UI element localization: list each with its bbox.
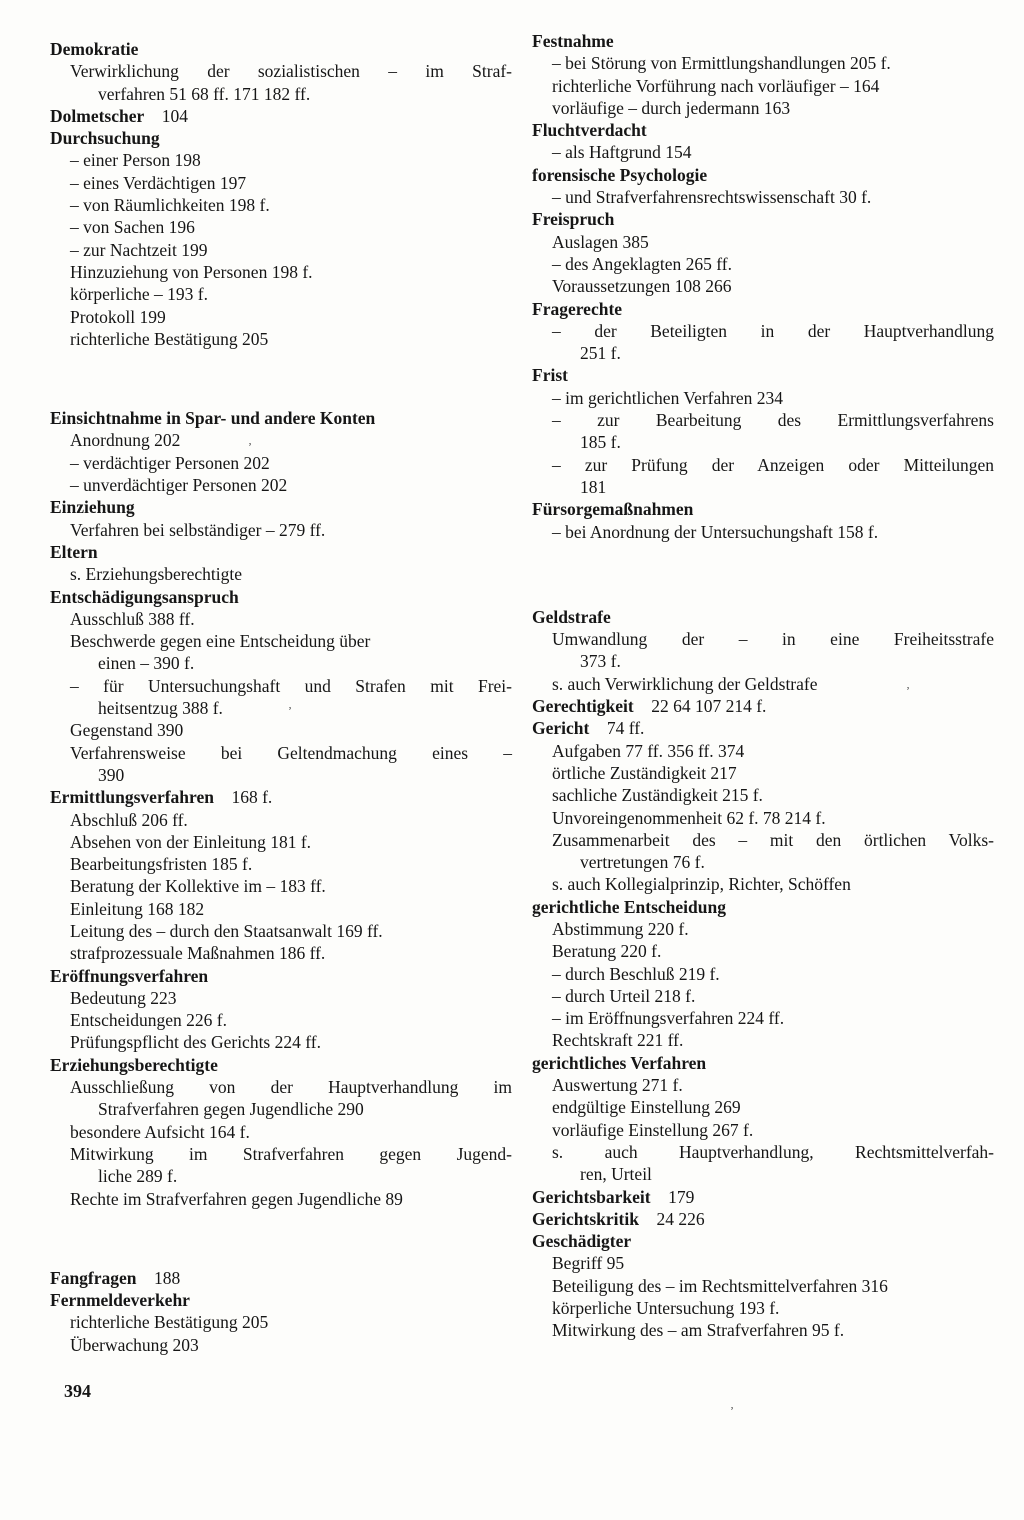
subentry: Leitung des – durch den Staatsanwalt 169 ff.: [70, 920, 383, 941]
index-entry: [50, 407, 512, 429]
subentry: Beschwerde gegen eine Entscheidung über: [70, 631, 371, 652]
subentry: Bearbeitungsfristen 185 f.: [70, 854, 253, 875]
right-column: [532, 30, 994, 1342]
subentry: – im Eröffnungsverfahren 224 ff.: [552, 1008, 785, 1029]
subentry: Gegenstand 390: [70, 720, 184, 741]
subentry: – im gerichtlichen Verfahren 234: [552, 387, 783, 408]
page-reference: 104: [161, 105, 189, 126]
subentry: Anordnung 202: [70, 430, 181, 451]
entry-heading: Entschädigungsanspruch: [50, 586, 239, 607]
index-entry: [532, 1052, 994, 1074]
subentry: – für Untersuchungshaft und Strafen mit Frei-: [70, 675, 512, 696]
subentry: körperliche Untersuchung 193 f.: [552, 1298, 780, 1319]
subentry: – der Beteiligten in der Hauptverhandlung: [552, 320, 994, 341]
subentry: Abschluß 206 ff.: [70, 809, 188, 830]
index-entry: [532, 896, 994, 918]
subentry: vorläufige Einstellung 267 f.: [552, 1119, 754, 1140]
index-entry: [50, 38, 512, 60]
entry-heading: Fernmeldeverkehr: [50, 1290, 190, 1311]
index-entry: [532, 717, 994, 739]
subentry: s. auch Hauptverhandlung, Rechtsmittelverfah-: [552, 1141, 994, 1162]
entry-heading: Fragerechte: [532, 298, 623, 319]
subentry: Auswertung 271 f.: [552, 1075, 683, 1096]
subentry: Überwachung 203: [70, 1334, 199, 1355]
page-reference: 179: [668, 1186, 695, 1207]
index-entry: [50, 127, 512, 149]
entry-heading: Freispruch: [532, 209, 615, 230]
page-number: 394: [64, 1381, 91, 1401]
subentry: richterliche Vorführung nach vorläufiger – 164: [552, 75, 880, 96]
index-entry: [532, 30, 994, 52]
subentry: s. auch Kollegialprinzip, Richter, Schöffen: [552, 874, 851, 895]
subentry: Bedeutung 223: [70, 987, 177, 1008]
print-speck: ʼ: [730, 1404, 734, 1418]
subentry: – von Sachen 196: [70, 217, 195, 238]
subentry: Unvoreingenommenheit 62 f. 78 214 f.: [552, 807, 826, 828]
print-speck: ʼ: [248, 440, 252, 454]
subentry-continuation: einen – 390 f.: [98, 653, 195, 674]
index-entry: [50, 586, 512, 608]
entry-heading: Ermittlungsverfahren: [50, 787, 214, 808]
entry-heading: Eröffnungsverfahren: [50, 965, 209, 986]
entry-heading: gerichtliches Verfahren: [532, 1052, 707, 1073]
entry-heading: Fluchtverdacht: [532, 120, 647, 141]
subentry: Absehen von der Einleitung 181 f.: [70, 831, 312, 852]
subentry: s. auch Verwirklichung der Geldstrafe: [552, 673, 818, 694]
subentry: Beteiligung des – im Rechtsmittelverfahren 316: [552, 1275, 888, 1296]
index-entry: [532, 606, 994, 628]
page-reference: 188: [154, 1267, 181, 1288]
subentry: – unverdächtiger Personen 202: [70, 475, 288, 496]
section-gap: [532, 543, 994, 606]
subentry: Voraussetzungen 108 266: [552, 276, 732, 297]
subentry: – durch Beschluß 219 f.: [552, 963, 720, 984]
print-speck: ʼ: [288, 704, 292, 718]
subentry: richterliche Bestätigung 205: [70, 328, 269, 349]
index-entry: [532, 1186, 994, 1208]
index-entry: [532, 119, 994, 141]
page-reference: 22 64 107 214 f.: [651, 696, 767, 717]
index-entry: [532, 364, 994, 386]
left-column: [50, 38, 512, 1356]
subentry: Verwirklichung der sozialistischen – im Straf-: [70, 61, 512, 82]
entry-heading: Gericht: [532, 718, 590, 739]
entry-heading: Geldstrafe: [532, 606, 611, 627]
subentry: Beratung der Kollektive im – 183 ff.: [70, 876, 326, 897]
subentry: Ausschließung von der Hauptverhandlung im: [70, 1077, 512, 1098]
index-entry: [50, 105, 512, 127]
entry-heading: gerichtliche Entscheidung: [532, 896, 726, 917]
index-entry: [50, 1267, 512, 1289]
index-section: [50, 407, 512, 1210]
entry-heading: Geschädigter: [532, 1231, 632, 1252]
entry-heading: Dolmetscher: [50, 105, 145, 126]
subentry: Beratung 220 f.: [552, 941, 662, 962]
entry-heading: Fangfragen: [50, 1267, 137, 1288]
index-entry: [532, 498, 994, 520]
entry-heading: Einziehung: [50, 497, 135, 518]
subentry: Verfahrensweise bei Geltendmachung eines –: [70, 742, 512, 763]
subentry: – zur Prüfung der Anzeigen oder Mitteilungen: [552, 454, 994, 475]
entry-heading: Eltern: [50, 541, 98, 562]
subentry: Rechtskraft 221 ff.: [552, 1030, 684, 1051]
subentry-continuation: liche 289 f.: [98, 1166, 178, 1187]
index-entry: [50, 1054, 512, 1076]
index-entry: [532, 1230, 994, 1252]
subentry-continuation: vertretungen 76 f.: [580, 852, 705, 873]
subentry: Ausschluß 388 ff.: [70, 608, 195, 629]
subentry: besondere Aufsicht 164 f.: [70, 1121, 250, 1142]
subentry: Begriff 95: [552, 1253, 625, 1274]
page-reference: 74 ff.: [606, 718, 645, 739]
subentry: – einer Person 198: [70, 150, 201, 171]
subentry-continuation: ren, Urteil: [580, 1164, 652, 1185]
subentry: Aufgaben 77 ff. 356 ff. 374: [552, 740, 745, 761]
print-speck: ʼ: [906, 684, 910, 698]
subentry: – eines Verdächtigen 197: [70, 172, 247, 193]
subentry: Zusammenarbeit des – mit den örtlichen Volks-: [552, 829, 994, 850]
entry-heading: forensische Psychologie: [532, 164, 708, 185]
index-entry: [50, 965, 512, 987]
entry-heading: Durchsuchung: [50, 128, 160, 149]
section-gap: [50, 1210, 512, 1267]
subentry: Hinzuziehung von Personen 198 f.: [70, 261, 313, 282]
subentry: endgültige Einstellung 269: [552, 1097, 741, 1118]
subentry: – zur Nachtzeit 199: [70, 239, 208, 260]
subentry: – und Strafverfahrensrechtswissenschaft 30 f.: [552, 187, 872, 208]
subentry: – bei Anordnung der Untersuchungshaft 158 f.: [552, 521, 879, 542]
subentry: s. Erziehungsberechtigte: [70, 564, 243, 585]
subentry-continuation: 390: [98, 764, 125, 785]
subentry: richterliche Bestätigung 205: [70, 1312, 269, 1333]
subentry-continuation: 185 f.: [580, 432, 621, 453]
entry-heading: Gerichtsbarkeit: [532, 1186, 651, 1207]
index-entry: [532, 1208, 994, 1230]
index-entry: [532, 164, 994, 186]
subentry-continuation: verfahren 51 68 ff. 171 182 ff.: [98, 83, 311, 104]
subentry: Protokoll 199: [70, 306, 166, 327]
entry-heading: Gerechtigkeit: [532, 696, 634, 717]
subentry-continuation: Strafverfahren gegen Jugendliche 290: [98, 1099, 364, 1120]
subentry: – verdächtiger Personen 202: [70, 452, 270, 473]
subentry: Verfahren bei selbständiger – 279 ff.: [70, 519, 326, 540]
entry-heading: Erziehungsberechtigte: [50, 1054, 218, 1075]
index-section: [50, 1267, 512, 1356]
entry-heading: Gerichtskritik: [532, 1208, 639, 1229]
index-entry: [50, 496, 512, 518]
page-reference: 24 226: [656, 1208, 705, 1229]
entry-heading: Fürsorgemaßnahmen: [532, 499, 694, 520]
subentry: körperliche – 193 f.: [70, 284, 209, 305]
page-reference: 168 f.: [231, 787, 273, 808]
subentry: – durch Urteil 218 f.: [552, 985, 696, 1006]
subentry: örtliche Zuständigkeit 217: [552, 762, 737, 783]
entry-heading: Frist: [532, 365, 568, 386]
entry-heading: Einsichtnahme in Spar- und andere Konten: [50, 408, 376, 429]
subentry: Entscheidungen 226 f.: [70, 1010, 227, 1031]
index-entry: [50, 1289, 512, 1311]
index-section: [50, 38, 512, 350]
section-gap: [50, 350, 512, 407]
subentry: – zur Bearbeitung des Ermittlungsverfahrens: [552, 410, 994, 431]
subentry: – von Räumlichkeiten 198 f.: [70, 195, 270, 216]
subentry: Rechte im Strafverfahren gegen Jugendliche 89: [70, 1188, 403, 1209]
subentry: – als Haftgrund 154: [552, 142, 692, 163]
subentry: vorläufige – durch jedermann 163: [552, 97, 791, 118]
subentry: Prüfungspflicht des Gerichts 224 ff.: [70, 1032, 321, 1053]
index-entry: [50, 541, 512, 563]
subentry-continuation: heitsentzug 388 f.: [98, 698, 223, 719]
index-entry: [532, 208, 994, 230]
subentry: sachliche Zuständigkeit 215 f.: [552, 785, 763, 806]
index-entry: [532, 298, 994, 320]
subentry-continuation: 181: [580, 476, 607, 497]
subentry: – des Angeklagten 265 ff.: [552, 253, 732, 274]
subentry: Einleitung 168 182: [70, 898, 205, 919]
entry-heading: Festnahme: [532, 31, 614, 51]
subentry: Mitwirkung des – am Strafverfahren 95 f.: [552, 1320, 845, 1341]
index-entry: [532, 695, 994, 717]
subentry-continuation: 373 f.: [580, 651, 621, 672]
index-entry: [50, 786, 512, 808]
index-section: [532, 606, 994, 1342]
entry-heading: Demokratie: [50, 39, 139, 59]
subentry: Umwandlung der – in eine Freiheitsstrafe: [552, 629, 994, 650]
subentry: Auslagen 385: [552, 231, 649, 252]
subentry: Mitwirkung im Strafverfahren gegen Jugend-: [70, 1143, 512, 1164]
index-section: [532, 30, 994, 543]
subentry: strafprozessuale Maßnahmen 186 ff.: [70, 943, 326, 964]
subentry: – bei Störung von Ermittlungshandlungen 205 f.: [552, 53, 891, 74]
subentry: Abstimmung 220 f.: [552, 918, 689, 939]
subentry-continuation: 251 f.: [580, 343, 621, 364]
